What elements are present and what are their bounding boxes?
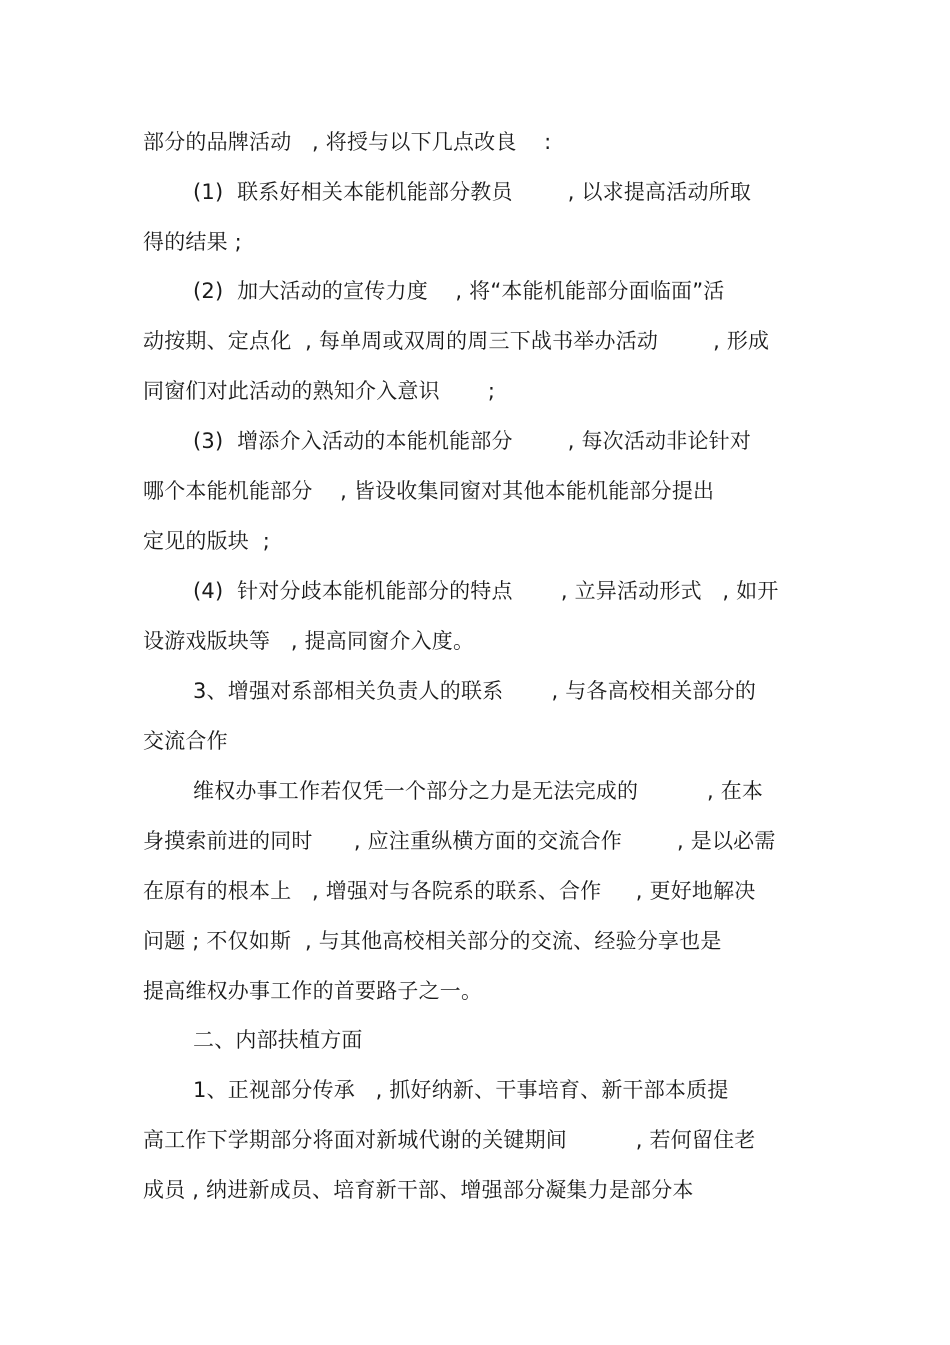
section-heading: 3、增强对系部相关负责人的联系 , 与各高校相关部分的 — [193, 679, 757, 703]
subsection-heading: 1、正视部分传承 , 抓好纳新、干事培育、新干部本质提 — [193, 1078, 729, 1102]
text-line: 在原有的根本上 , 增强对与各院系的联系、合作 , 更好地解决 — [143, 879, 756, 903]
text-line: 设游戏版块等 , 提高同窗介入度。 — [143, 629, 475, 653]
text-line: (1) 联系好相关本能机能部分教员 , 以求提高活动所取 — [193, 180, 752, 204]
text-line: 高工作下学期部分将面对新城代谢的关键期间 , 若何留住老 — [143, 1128, 756, 1152]
text-line: 得的结果 ; — [143, 230, 242, 254]
text-line: (3) 增添介入活动的本能机能部分 , 每次活动非论针对 — [193, 429, 752, 453]
text-line: 成员 , 纳进新成员、培育新干部、增强部分凝集力是部分本 — [143, 1178, 694, 1202]
text-line: 动按期、定点化 , 每单周或双周的周三下战书举办活动 , 形成 — [143, 329, 770, 353]
text-line: (2) 加大活动的宣传力度 , 将“本能机能部分面临面”活 — [193, 279, 725, 303]
text-line: 问题 ; 不仅如斯 , 与其他高校相关部分的交流、经验分享也是 — [143, 929, 722, 953]
text-line: 维权办事工作若仅凭一个部分之力是无法完成的 , 在本 — [193, 779, 764, 803]
text-line: 提高维权办事工作的首要路子之一。 — [143, 979, 483, 1003]
text-line: (4) 针对分歧本能机能部分的特点 , 立异活动形式 , 如开 — [193, 579, 779, 603]
text-line: 身摸索前进的同时 , 应注重纵横方面的交流合作 , 是以必需 — [143, 829, 776, 853]
text-line: 部分的品牌活动 , 将授与以下几点改良 : — [143, 130, 552, 154]
section-heading: 二、内部扶植方面 — [193, 1028, 363, 1052]
text-line: 哪个本能机能部分 , 皆设收集同窗对其他本能机能部分提出 — [143, 479, 715, 503]
section-heading-continued: 交流合作 — [143, 729, 228, 753]
text-line: 定见的版块 ; — [143, 529, 271, 553]
text-line: 同窗们对此活动的熟知介入意识 ; — [143, 379, 496, 403]
